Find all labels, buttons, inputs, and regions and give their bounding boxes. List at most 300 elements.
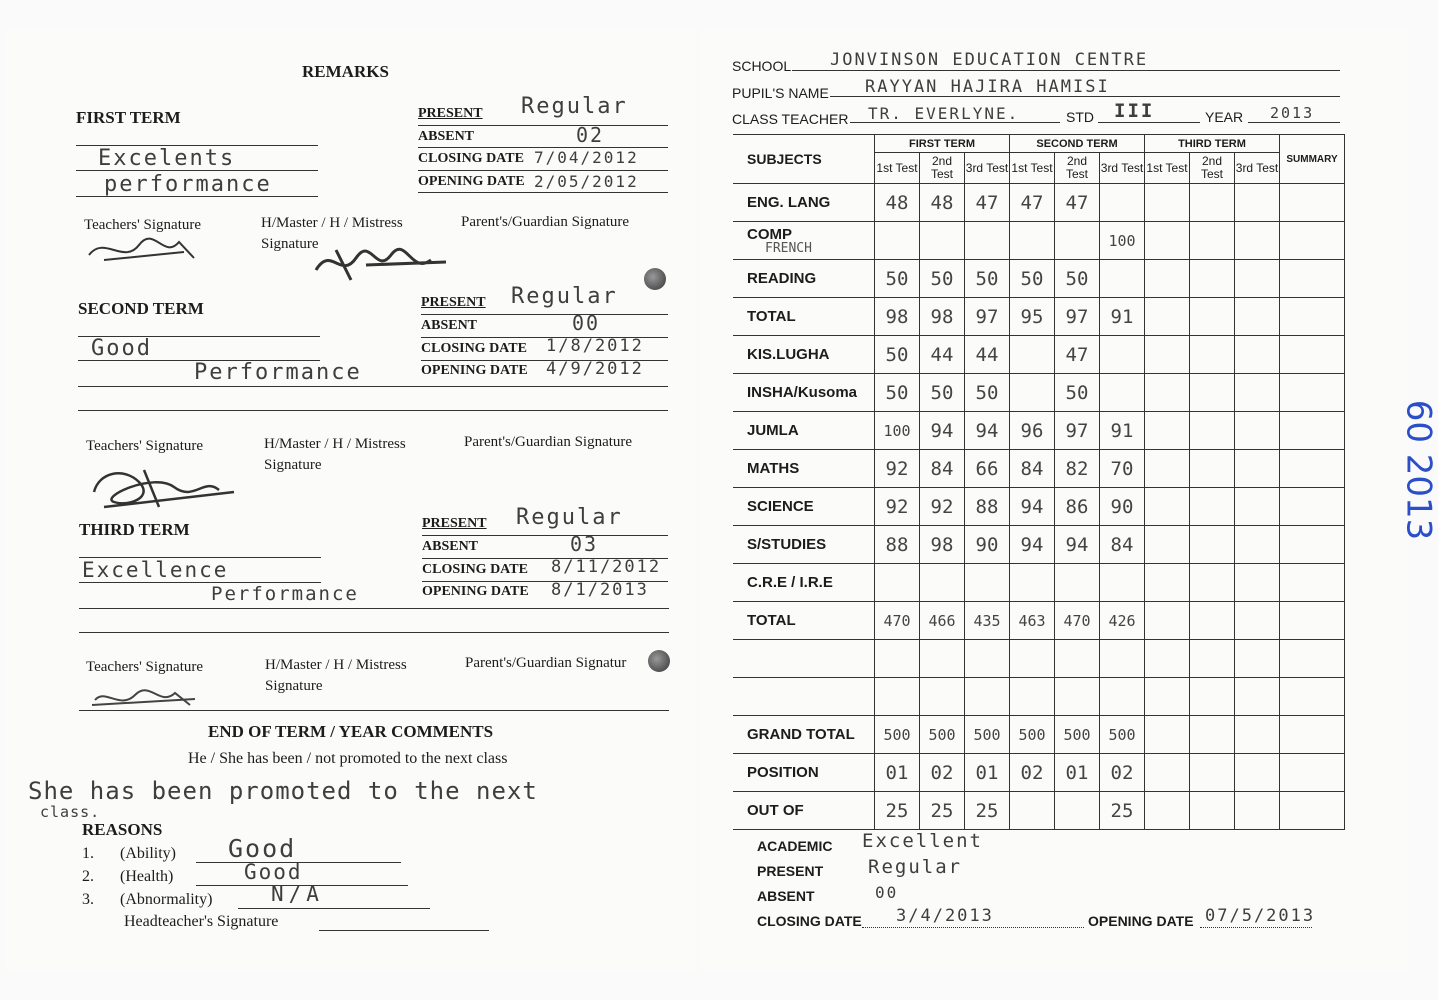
mark-cell (1190, 716, 1235, 754)
mark-cell: 70 (1100, 450, 1145, 488)
summary-cell (1280, 184, 1345, 222)
second-closing-label: CLOSING DATE (421, 341, 527, 356)
table-row (733, 336, 1345, 374)
table-row (733, 564, 1345, 602)
mark-cell (920, 678, 965, 716)
pupil-name-value: RAYYAN HAJIRA HAMISI (865, 77, 1110, 97)
academic-label: ACADEMIC (757, 838, 833, 854)
subject-cell (733, 564, 875, 602)
mark-cell: 50 (965, 260, 1010, 298)
mark-cell (1100, 184, 1145, 222)
first-closing-value: 7/04/2012 (534, 148, 639, 167)
mark-cell: 98 (920, 298, 965, 336)
mark-cell: 100 (1100, 222, 1145, 260)
mark-cell: 90 (965, 526, 1010, 564)
table-row (733, 526, 1345, 564)
mark-cell (1190, 678, 1235, 716)
third-present-value: Regular (516, 505, 623, 530)
reason-3-value: N/A (271, 882, 324, 906)
opening-date-value: 07/5/2013 (1205, 906, 1316, 926)
mark-cell: 02 (920, 754, 965, 792)
mark-cell (1145, 678, 1190, 716)
subject-name: MATHS (747, 460, 800, 477)
mark-cell: 50 (965, 374, 1010, 412)
third-teacher-sig-label: Teachers' Signature (86, 659, 204, 675)
mark-cell (1145, 450, 1190, 488)
mark-cell: 01 (965, 754, 1010, 792)
mark-cell: 02 (1100, 754, 1145, 792)
mark-cell (1235, 450, 1280, 488)
table-row (733, 222, 1345, 260)
mark-cell (1100, 336, 1145, 374)
summary-cell (1280, 640, 1345, 678)
mark-cell (875, 640, 920, 678)
mark-cell (965, 564, 1010, 602)
second-term-remark-line2: Performance (194, 360, 362, 385)
mark-cell: 66 (965, 450, 1010, 488)
mark-cell: 100 (875, 412, 920, 450)
mark-cell (1190, 792, 1235, 830)
mark-cell (1010, 374, 1055, 412)
mark-cell: 466 (920, 602, 965, 640)
second-absent-label: ABSENT (421, 318, 478, 333)
pupil-name-label: PUPIL'S NAME (732, 85, 829, 101)
mark-cell (1145, 526, 1190, 564)
first-absent-label: ABSENT (418, 129, 475, 144)
class-teacher-value: TR. EVERLYNE. (868, 104, 1020, 123)
mark-cell: 48 (875, 184, 920, 222)
mark-cell (1010, 336, 1055, 374)
mark-cell (1235, 412, 1280, 450)
subject-cell (733, 184, 875, 222)
subject-name: COMP (747, 226, 792, 243)
mark-cell (1190, 450, 1235, 488)
reason-3-label: (Abnormality) (120, 891, 213, 908)
second-absent-value: 00 (572, 311, 601, 335)
mark-cell (1100, 564, 1145, 602)
mark-cell (1190, 640, 1235, 678)
mark-cell (1235, 374, 1280, 412)
mark-cell (1235, 564, 1280, 602)
std-value: III (1114, 100, 1155, 122)
mark-cell: 97 (965, 298, 1010, 336)
mark-cell: 94 (1010, 526, 1055, 564)
summary-cell (1280, 260, 1345, 298)
std-label: STD (1066, 109, 1094, 125)
summary-cell (1280, 716, 1345, 754)
mark-cell (1235, 222, 1280, 260)
comment-line1: She has been promoted to the next (28, 777, 538, 805)
subject-name: OUT OF (747, 802, 804, 819)
mark-cell: 500 (875, 716, 920, 754)
subjects-header: SUBJECTS (733, 135, 875, 184)
mark-cell (1235, 298, 1280, 336)
subject-name: JUMLA (747, 422, 799, 439)
table-row (733, 450, 1345, 488)
promotion-statement: He / She has been / not promoted to the next class (188, 750, 508, 767)
subject-cell (733, 792, 875, 830)
reason-1-label: (Ability) (120, 845, 176, 862)
second-term-header: SECOND TERM (1010, 135, 1145, 153)
mark-cell (1055, 222, 1100, 260)
second-headmaster-sig-label-2: Signature (264, 457, 322, 473)
mark-cell: 500 (1010, 716, 1055, 754)
mark-cell: 88 (965, 488, 1010, 526)
mark-cell: 01 (875, 754, 920, 792)
mark-cell: 98 (875, 298, 920, 336)
reason-2-value: Good (244, 860, 303, 884)
mark-cell (1145, 222, 1190, 260)
mark-cell (1100, 374, 1145, 412)
mark-cell: 95 (1010, 298, 1055, 336)
mark-cell (1010, 792, 1055, 830)
subject-cell (733, 450, 875, 488)
subject-cell (733, 716, 875, 754)
mark-cell (1235, 602, 1280, 640)
end-comments-title: END OF TERM / YEAR COMMENTS (208, 722, 494, 741)
third-term-header: THIRD TERM (1145, 135, 1280, 153)
mark-cell (1145, 488, 1190, 526)
mark-cell (1190, 260, 1235, 298)
second-headmaster-sig-label: H/Master / H / Mistress (264, 436, 406, 452)
mark-cell (920, 564, 965, 602)
present-label: PRESENT (757, 863, 824, 879)
mark-cell (1145, 602, 1190, 640)
mark-cell: 50 (920, 374, 965, 412)
mark-cell (1145, 564, 1190, 602)
subject-cell (733, 526, 875, 564)
third-present-label: PRESENT (422, 516, 487, 531)
test-header: 3rd Test (965, 153, 1010, 184)
summary-cell (1280, 298, 1345, 336)
mark-cell: 25 (1100, 792, 1145, 830)
mark-cell: 96 (1010, 412, 1055, 450)
summary-cell (1280, 792, 1345, 830)
mark-cell (1190, 526, 1235, 564)
table-row (733, 298, 1345, 336)
mark-cell: 91 (1100, 412, 1145, 450)
test-header: 3rd Test (1100, 153, 1145, 184)
mark-cell (1145, 792, 1190, 830)
mark-cell (1190, 222, 1235, 260)
mark-cell (1100, 640, 1145, 678)
table-row (733, 488, 1345, 526)
table-row (733, 184, 1345, 222)
mark-cell: 97 (1055, 412, 1100, 450)
absent-label: ABSENT (757, 888, 815, 904)
subject-cell (733, 640, 875, 678)
second-present-value: Regular (511, 284, 618, 309)
mark-cell: 463 (1010, 602, 1055, 640)
mark-cell: 426 (1100, 602, 1145, 640)
school-value: JONVINSON EDUCATION CENTRE (830, 50, 1149, 70)
mark-cell: 25 (920, 792, 965, 830)
test-header: 2nd Test (1055, 153, 1100, 184)
subject-name: SCIENCE (747, 498, 814, 515)
first-opening-label: OPENING DATE (418, 174, 525, 189)
reason-2-label: (Health) (120, 868, 174, 885)
mark-cell: 90 (1100, 488, 1145, 526)
third-parent-sig-label: Parent's/Guardian Signatur (465, 655, 627, 671)
first-parent-sig-label: Parent's/Guardian Signature (461, 214, 630, 230)
mark-cell: 25 (875, 792, 920, 830)
mark-cell: 92 (875, 488, 920, 526)
mark-cell (1235, 754, 1280, 792)
second-opening-label: OPENING DATE (421, 363, 528, 378)
first-teacher-sig-label: Teachers' Signature (84, 217, 202, 233)
headteacher-sig-label: Headteacher's Signature (124, 913, 279, 930)
mark-cell: 94 (920, 412, 965, 450)
subject-note: FRENCH (765, 241, 812, 256)
mark-cell (875, 222, 920, 260)
first-headmaster-sig-label: H/Master / H / Mistress (261, 215, 403, 231)
reasons-title: REASONS (82, 820, 163, 839)
subject-cell (733, 374, 875, 412)
subject-cell (733, 222, 875, 260)
mark-cell (1190, 374, 1235, 412)
grades-table (733, 134, 1345, 830)
test-header: 1st Test (1010, 153, 1055, 184)
test-header: 2nd Test (920, 153, 965, 184)
second-present-label: PRESENT (421, 295, 486, 310)
mark-cell: 84 (920, 450, 965, 488)
mark-cell: 94 (1055, 526, 1100, 564)
right-page (700, 30, 1408, 970)
first-term-heading: FIRST TERM (76, 108, 181, 127)
second-teacher-sig-label: Teachers' Signature (86, 438, 204, 454)
third-closing-label: CLOSING DATE (422, 562, 528, 577)
mark-cell (875, 678, 920, 716)
mark-cell (1055, 564, 1100, 602)
second-term-heading: SECOND TERM (78, 299, 204, 318)
third-term-remark-line2: Performance (211, 583, 359, 605)
mark-cell: 84 (1100, 526, 1145, 564)
subject-name: ENG. LANG (747, 194, 831, 211)
binding-hole (648, 650, 670, 672)
subject-name: READING (747, 270, 817, 287)
third-absent-value: 03 (570, 532, 599, 556)
first-teacher-signature (84, 230, 204, 270)
mark-cell (1190, 488, 1235, 526)
mark-cell (1055, 640, 1100, 678)
summary-cell (1280, 754, 1345, 792)
mark-cell: 47 (1055, 184, 1100, 222)
mark-cell: 02 (1010, 754, 1055, 792)
reason-1-value: Good (228, 834, 297, 863)
mark-cell: 97 (1055, 298, 1100, 336)
mark-cell: 94 (1010, 488, 1055, 526)
third-opening-value: 8/1/2013 (551, 580, 649, 600)
first-absent-value: 02 (576, 123, 605, 147)
subject-name: S/STUDIES (747, 536, 827, 553)
summary-cell (1280, 336, 1345, 374)
third-opening-label: OPENING DATE (422, 584, 529, 599)
mark-cell: 92 (920, 488, 965, 526)
mark-cell (1190, 564, 1235, 602)
mark-cell: 50 (875, 374, 920, 412)
mark-cell (1235, 260, 1280, 298)
reason-2-num: 2. (82, 868, 94, 885)
mark-cell (1145, 412, 1190, 450)
first-closing-label: CLOSING DATE (418, 151, 524, 166)
mark-cell: 500 (1055, 716, 1100, 754)
second-closing-value: 1/8/2012 (546, 336, 644, 356)
mark-cell (920, 222, 965, 260)
mark-cell (1190, 602, 1235, 640)
mark-cell (1190, 336, 1235, 374)
mark-cell (1010, 222, 1055, 260)
summary-cell (1280, 374, 1345, 412)
mark-cell: 88 (875, 526, 920, 564)
absent-value: 00 (875, 883, 899, 902)
mark-cell (1235, 716, 1280, 754)
mark-cell: 44 (965, 336, 1010, 374)
subject-name: GRAND TOTAL (747, 726, 855, 743)
mark-cell: 500 (920, 716, 965, 754)
mark-cell: 500 (1100, 716, 1145, 754)
table-row (733, 260, 1345, 298)
mark-cell: 25 (965, 792, 1010, 830)
mark-cell (1145, 260, 1190, 298)
mark-cell (1235, 792, 1280, 830)
mark-cell: 50 (1055, 260, 1100, 298)
subject-name: TOTAL (747, 612, 796, 629)
summary-cell (1280, 526, 1345, 564)
binding-hole (644, 268, 666, 290)
mark-cell: 94 (965, 412, 1010, 450)
table-row (733, 412, 1345, 450)
mark-cell: 92 (875, 450, 920, 488)
second-teacher-signature (84, 462, 244, 514)
table-row (733, 374, 1345, 412)
first-opening-value: 2/05/2012 (534, 172, 639, 191)
second-term-remark-line1: Good (91, 336, 152, 361)
comment-line2: class. (40, 803, 101, 821)
mark-cell (1100, 260, 1145, 298)
mark-cell: 48 (920, 184, 965, 222)
mark-cell: 50 (875, 336, 920, 374)
mark-cell: 50 (1010, 260, 1055, 298)
subject-cell (733, 602, 875, 640)
summary-cell (1280, 602, 1345, 640)
mark-cell: 470 (875, 602, 920, 640)
mark-cell: 47 (1010, 184, 1055, 222)
test-header: 1st Test (875, 153, 920, 184)
mark-cell (1235, 640, 1280, 678)
mark-cell: 47 (965, 184, 1010, 222)
subject-cell (733, 298, 875, 336)
first-headmaster-sig-label-2: Signature (261, 236, 319, 252)
subject-cell (733, 260, 875, 298)
mark-cell (965, 678, 1010, 716)
mark-cell: 82 (1055, 450, 1100, 488)
second-opening-value: 4/9/2012 (546, 359, 644, 379)
mark-cell: 01 (1055, 754, 1100, 792)
third-headmaster-sig-label: H/Master / H / Mistress (265, 657, 407, 673)
subject-name: TOTAL (747, 308, 796, 325)
second-parent-sig-label: Parent's/Guardian Signature (464, 434, 633, 450)
mark-cell (1145, 374, 1190, 412)
remarks-title: REMARKS (302, 62, 389, 81)
mark-cell (965, 222, 1010, 260)
table-row (733, 678, 1345, 716)
mark-cell (1010, 640, 1055, 678)
mark-cell (875, 564, 920, 602)
third-term-heading: THIRD TERM (79, 520, 190, 539)
mark-cell: 91 (1100, 298, 1145, 336)
mark-cell (1055, 678, 1100, 716)
closing-date-value: 3/4/2013 (896, 906, 994, 926)
subject-name: KIS.LUGHA (747, 346, 830, 363)
mark-cell: 435 (965, 602, 1010, 640)
mark-cell: 50 (1055, 374, 1100, 412)
summary-cell (1280, 412, 1345, 450)
mark-cell (1145, 184, 1190, 222)
mark-cell: 50 (875, 260, 920, 298)
mark-cell (1145, 716, 1190, 754)
mark-cell (1190, 184, 1235, 222)
test-header: 3rd Test (1235, 153, 1280, 184)
subject-cell (733, 488, 875, 526)
mark-cell: 86 (1055, 488, 1100, 526)
first-term-remark-line1: Excelents (98, 146, 236, 171)
first-present-label: PRESENT (418, 106, 483, 121)
subject-name: INSHA/Kusoma (747, 384, 858, 401)
subject-name: POSITION (747, 764, 819, 781)
summary-cell (1280, 450, 1345, 488)
summary-cell (1280, 488, 1345, 526)
subject-cell (733, 412, 875, 450)
mark-cell (1145, 298, 1190, 336)
class-teacher-label: CLASS TEACHER (732, 111, 849, 127)
mark-cell: 84 (1010, 450, 1055, 488)
mark-cell: 50 (920, 260, 965, 298)
mark-cell (965, 640, 1010, 678)
third-absent-label: ABSENT (422, 539, 479, 554)
reason-3-num: 3. (82, 891, 94, 908)
mark-cell (1235, 184, 1280, 222)
first-term-header: FIRST TERM (875, 135, 1010, 153)
first-present-value: Regular (521, 94, 628, 119)
subject-cell (733, 678, 875, 716)
mark-cell (1235, 488, 1280, 526)
test-header: 2nd Test (1190, 153, 1235, 184)
mark-cell (1190, 298, 1235, 336)
summary-cell (1280, 564, 1345, 602)
table-row (733, 754, 1345, 792)
subject-name: C.R.E / I.R.E (747, 574, 833, 591)
mark-cell (1145, 336, 1190, 374)
subject-cell (733, 754, 875, 792)
academic-value: Excellent (862, 830, 983, 852)
test-header: 1st Test (1145, 153, 1190, 184)
mark-cell (1010, 678, 1055, 716)
mark-cell (1190, 754, 1235, 792)
mark-cell: 47 (1055, 336, 1100, 374)
summary-header: SUMMARY (1280, 135, 1345, 184)
first-headmaster-signature (306, 240, 456, 285)
present-value: Regular (868, 856, 963, 878)
mark-cell: 44 (920, 336, 965, 374)
mark-cell: 98 (920, 526, 965, 564)
first-term-remark-line2: performance (104, 172, 272, 197)
table-row (733, 716, 1345, 754)
mark-cell (1190, 412, 1235, 450)
mark-cell (920, 640, 965, 678)
summary-cell (1280, 222, 1345, 260)
year-label: YEAR (1205, 109, 1244, 125)
mark-cell (1235, 526, 1280, 564)
